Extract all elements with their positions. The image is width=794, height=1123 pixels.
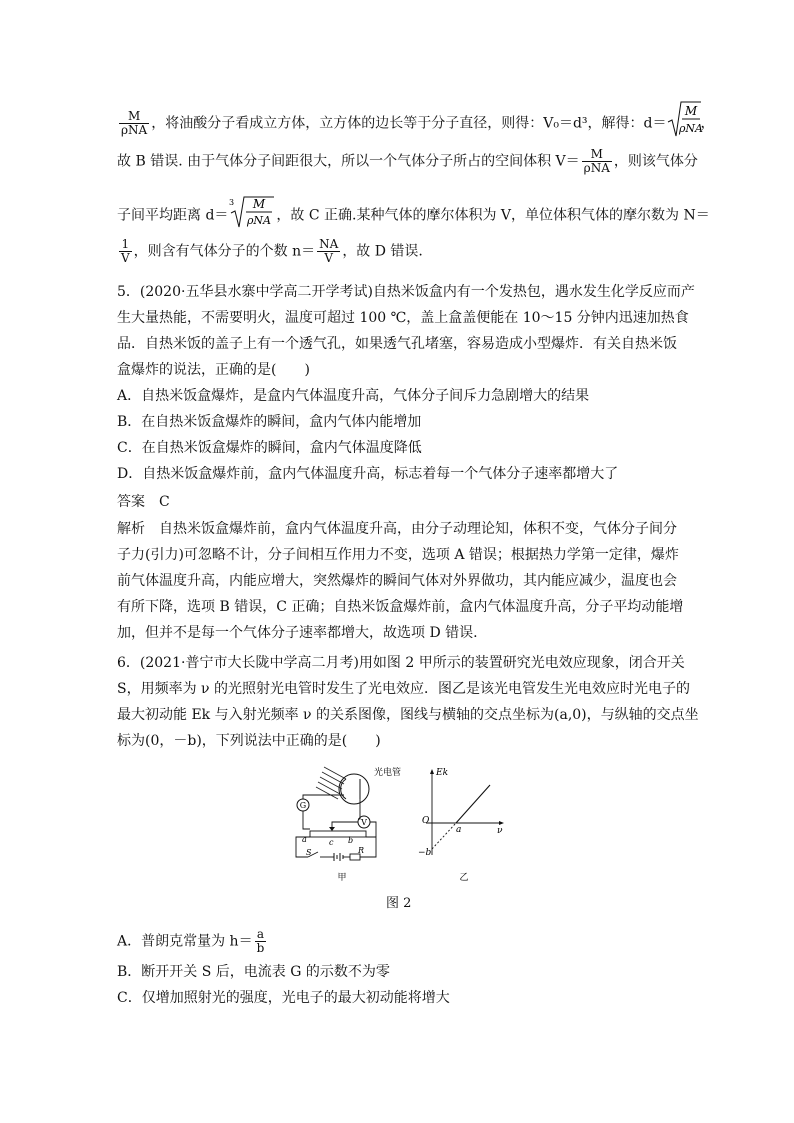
q5-option-a: A．自热米饭盒爆炸，是盒内气体温度升高，气体分子间斥力急剧增大的结果 xyxy=(117,388,590,404)
solution-line-1: $\frac{M}{\text{ρNA}}$ ，将油酸分子看成立方体，立方体的边长等于分子直径，则得：V₀＝d³，解得：d＝ M ρNA ， xyxy=(117,100,676,147)
svg-text:Ek: Ek xyxy=(436,768,449,778)
q6-stem-line-4: 标为(0，－b)，下列说法中正确的是( ) xyxy=(117,733,381,749)
q6-stem-line-3: 最大初动能 Ek 与入射光频率 ν 的关系图像，图线与横轴的交点坐标为(a,0)，与纵轴的交点坐 xyxy=(117,707,699,723)
fraction: $\frac{1}{V}$ xyxy=(121,237,130,265)
q5-explanation-5: 加，但并不是每一个气体分子速率都增大，故选项 D 错误. xyxy=(117,625,478,641)
svg-text:M: M xyxy=(684,104,697,118)
extension-line xyxy=(432,823,456,849)
q5-stem-line-2: 生大量热能，不需要明火，温度可超过 100 ℃，盖上盒盖便能在 10～15 分钟内迅速加热食 xyxy=(117,310,689,326)
q6-option-b: B．断开开关 S 后，电流表 G 的示数不为零 xyxy=(117,964,390,980)
svg-text:ρNA: ρNA xyxy=(678,122,703,135)
solution-line-2: 故 B 错误. 由于气体分子间距很大，所以一个气体分子所占的空间体积 V＝ $\frac{M}{\text{ρNA}}$ ，则该气体分 xyxy=(117,147,698,175)
solution-line-3: 子间平均距离 d＝ 3 M ρNA ，故 C 正确.某种气体的摩尔体积为 V，单位体积气体的摩尔数为 N＝ xyxy=(117,195,676,236)
svg-text:a: a xyxy=(302,835,307,844)
svg-text:甲: 甲 xyxy=(337,873,347,883)
svg-text:V: V xyxy=(361,818,367,827)
svg-text:乙: 乙 xyxy=(459,873,469,883)
sqrt-sign xyxy=(667,100,701,140)
fraction: $\frac{a}{b}$ xyxy=(256,927,265,955)
q5-option-d: D．自热米饭盒爆炸前，盒内气体温度升高，标志着每一个气体分子速率都增大了 xyxy=(117,466,619,482)
sqrt-expression xyxy=(228,195,276,236)
fraction: $\frac{NA}{V}$ xyxy=(319,237,339,265)
q5-explanation-2: 子力(引力)可忽略不计，分子间相互作用力不变，选项 A 错误；根据热力学第一定律，爆炸 xyxy=(117,547,679,563)
svg-text:R: R xyxy=(358,846,365,855)
q5-stem-line-3: 品．自热米饭的盖子上有一个透气孔，如果透气孔堵塞，容易造成小型爆炸．有关自热米饭 xyxy=(117,336,677,352)
q6-stem-line-2: S，用频率为 ν 的光照射光电管时发生了光电效应．图乙是该光电管发生光电效应时光电子的 xyxy=(117,681,690,697)
q5-stem-line-1: 5．(2020·五华县水寨中学高二开学考试)自热米饭盒内有一个发热包，遇水发生化学反应而产 xyxy=(117,284,695,300)
q5-explanation-4: 有所下降，选项 B 错误，C 正确；自热米饭盒爆炸前，盒内气体温度升高，分子平均动能增 xyxy=(117,599,684,615)
svg-text:G: G xyxy=(299,801,307,810)
comma: ， xyxy=(700,115,715,132)
svg-text:a: a xyxy=(456,825,462,835)
ek-frequency-graph xyxy=(412,765,512,885)
svg-text:ρNA: ρNA xyxy=(247,214,272,227)
cube-root-sign xyxy=(228,195,276,229)
q5-explanation-3: 前气体温度升高，内能应增大，突然爆炸的瞬间气体对外界做功，其内能应减少，温度也会 xyxy=(117,573,677,589)
q6-stem-line-1: 6．(2021·普宁市大长陇中学高二月考)用如图 2 甲所示的装置研究光电效应现象，闭合开关 xyxy=(117,655,685,671)
fraction: $\frac{M}{\text{ρNA}}$ xyxy=(583,147,610,175)
q6-option-c: C．仅增加照射光的强度，光电子的最大初动能将增大 xyxy=(117,990,450,1006)
q5-stem-line-4: 盒爆炸的说法，正确的是( ) xyxy=(117,362,310,378)
figure-caption: 图 2 xyxy=(386,896,412,911)
circuit-diagram xyxy=(288,765,402,885)
svg-text:光电管: 光电管 xyxy=(374,768,402,778)
solution-line-4: $\frac{1}{V}$ ，则含有气体分子的个数 n＝ $\frac{NA}{V}$ ，故 D 错误. xyxy=(121,237,423,265)
rheostat xyxy=(310,831,366,837)
q5-explanation-1: 解析 自热米饭盒爆炸前，盒内气体温度升高，由分子动理论知，体积不变，气体分子间分 xyxy=(117,521,677,537)
svg-text:M: M xyxy=(253,197,266,211)
fraction: $\frac{M}{\text{ρNA}}$ xyxy=(121,109,148,137)
svg-text:−b: −b xyxy=(418,848,432,858)
svg-text:b: b xyxy=(348,836,354,845)
q6-option-a: A．普朗克常量为 h＝ $\frac{a}{b}$ xyxy=(117,927,265,955)
svg-text:3: 3 xyxy=(229,198,235,207)
svg-text:S: S xyxy=(306,848,312,857)
sqrt-expression xyxy=(667,100,701,147)
svg-text:ν: ν xyxy=(497,826,503,836)
svg-text:O: O xyxy=(422,816,430,826)
svg-text:c: c xyxy=(329,838,334,847)
q5-answer: 答案 C xyxy=(117,494,170,510)
ek-line xyxy=(456,785,490,823)
q5-option-b: B．在自热米饭盒爆炸的瞬间，盒内气体内能增加 xyxy=(117,414,422,430)
q5-option-c: C．在自热米饭盒爆炸的瞬间，盒内气体温度降低 xyxy=(117,440,422,456)
